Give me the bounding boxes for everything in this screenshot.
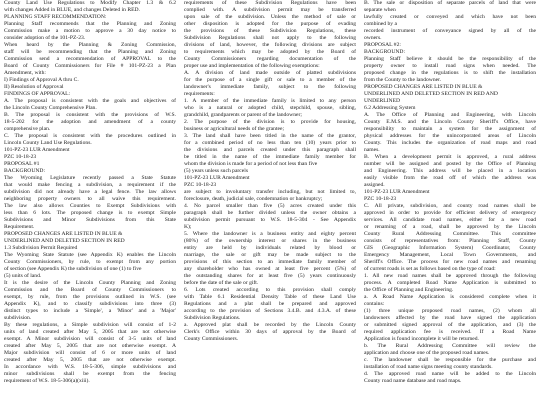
text-line: 101-PZ-23 LUR Amendment xyxy=(184,175,250,181)
text-line: GIS (Geographic Information System) Coordinator, County xyxy=(364,245,536,251)
text-line: subdivision permit pursuant to W.S. 18-5-304 - See Appendix xyxy=(184,217,356,223)
text-line: landowner's immediate family, subject to the following xyxy=(184,84,356,90)
text-line: Requirement. xyxy=(4,224,35,230)
text-line: Commission and the Board of County Commissioners to xyxy=(4,287,176,293)
text-line: owners. xyxy=(364,35,382,41)
text-line: 2. The purpose of the division is to provide for housing, xyxy=(184,119,356,125)
text-line: County Commissioners. xyxy=(184,336,239,342)
text-line: the outstanding shares for at least five (5) years continuously xyxy=(184,273,356,279)
text-line: PZC 10-18-23 xyxy=(364,196,397,202)
text-line: Planning Staff recommends that the Planning and Zoning xyxy=(4,21,176,27)
text-line: less than 6 lots. The proposed change is to exempt Simple xyxy=(4,210,176,216)
text-line: upon sale of the subdivision. Unless the method of sale or xyxy=(184,14,356,20)
text-line: exempt, by rule, from the provisions outlined in W.S. (see xyxy=(4,294,176,300)
text-line: Subdivision Regulations shall not apply to the following xyxy=(184,35,356,41)
text-line: entity are held by individuals related by blood or xyxy=(184,245,356,251)
text-line: Commission send a recommendation of APPROVAL to the xyxy=(4,56,176,62)
text-line: Clerk's Office within 30 days of approval by the Board of xyxy=(184,329,356,335)
text-line: proper use and implementation of the following exemptions: xyxy=(184,63,320,69)
text-line: County. This includes the organization of road maps and road xyxy=(364,140,536,146)
text-line: property owner to install road signs when needed. The xyxy=(364,63,536,69)
text-line: PZC 10-18-23 xyxy=(184,182,217,188)
text-line: grandchild, grandparents or parent of the landowner; xyxy=(184,112,302,118)
text-line: Subdivision Regulations. xyxy=(184,315,241,321)
text-line: installation of road name signs meeting county standards. xyxy=(364,364,493,370)
text-line: process. A completed Road Name Application is submitted to xyxy=(364,280,536,286)
text-line: provisions of this section to an immediate family member of xyxy=(184,259,356,265)
text-line: contains: xyxy=(364,301,385,307)
text-line: PLANNING STAFF RECOMMENDATION: xyxy=(4,14,107,20)
text-line: When heard by the Planning & Zoning Commission, xyxy=(4,42,176,48)
text-line: with Table 6.1 Residential Density Table of these Land Use xyxy=(184,294,356,300)
text-line: d. The approved road name will be added to the Lincoln xyxy=(364,371,536,377)
text-line: the Lincoln County Comprehensive Plan. xyxy=(4,105,97,111)
text-line: PZC 10-18-23 xyxy=(4,154,37,160)
text-line: comprehensive plan. xyxy=(4,126,51,132)
text-line: physical addresses for the unincorporated areas of Lincoln xyxy=(364,133,536,139)
text-line: and Engineering. This address will be placed in a location xyxy=(364,168,536,174)
text-line: approved in order to provide for efficient delivery of emergency xyxy=(364,210,536,216)
text-line: PROPOSED CHANGES ARE LISTED IN BLUE & xyxy=(364,84,483,90)
text-line: the provisions of these Subdivision Regulations, these xyxy=(184,28,356,34)
text-line: that would make fencing a subdivision, a requirement if the xyxy=(4,182,176,188)
text-line: required application fee is received. If a Road Name xyxy=(364,329,536,335)
text-line: A. A division of land made outside of platted subdivisions xyxy=(184,70,356,76)
text-line: be titled in the name of the immediate family member for xyxy=(184,154,356,160)
text-line: 6.2 Addressing System xyxy=(364,105,416,111)
text-line: Sheriff's Office. The process for new road names and renaming xyxy=(364,259,536,265)
text-column-3 xyxy=(364,0,536,400)
text-line: (1) three unique proposed road names, (2) whom all xyxy=(364,308,536,314)
text-line: or submitted signed approval of the application, and (3) the xyxy=(364,322,536,328)
text-line: to requirements which may be adopted by the Board of xyxy=(184,49,356,55)
text-line: names. xyxy=(364,147,380,153)
text-line: UNDERLINED AND DELETED SECTION IN RED xyxy=(4,238,125,244)
text-line: who is a natural or adopted child, stepchild, spouse, sibling, xyxy=(184,105,356,111)
text-line: UNDERLINED AND DELETED SECTION IN RED AND xyxy=(364,91,498,97)
legal-notice-page xyxy=(4,0,536,400)
text-column-2 xyxy=(184,0,356,400)
text-line: 1.3 Subdivision Permit Required xyxy=(4,245,78,251)
text-line: consists of representatives from: Planning Staff, County xyxy=(364,238,536,244)
text-line: (80%) of the ownership interest or shares in the business xyxy=(184,238,356,244)
text-line: (5) years unless such parcels xyxy=(184,168,248,174)
text-line: Application is found incomplete it will be returned. xyxy=(364,336,479,342)
text-line: subdivision did not already have a legal fence. The law allows xyxy=(4,189,176,195)
text-line: created after May 5, 2005 that are not otherwise exempt. A xyxy=(4,343,176,349)
text-line: marriage, the sale or gift may be made subject to the xyxy=(184,252,356,258)
text-line: the divisions and parcels created under this paragraph shall xyxy=(184,147,356,153)
text-line: the Office of Planning and Engineering. xyxy=(364,287,454,293)
text-line: business or agricultural needs of the grantee; xyxy=(184,126,285,132)
text-line: BACKGROUND: xyxy=(364,49,406,55)
text-line: a. Approved plat shall be recorded by the Lincoln County xyxy=(184,322,356,328)
text-line: landowners affected by the road have signed the application xyxy=(364,315,536,321)
text-line: divisions of land, however, the following divisions are subject xyxy=(184,42,356,48)
text-line: FINDINGS OF APPROVAL: xyxy=(4,91,71,97)
text-line: 1. A member of the immediate family is limited to any person xyxy=(184,98,356,104)
text-line: for the purpose of a single gift or sale to a member of the xyxy=(184,77,356,83)
text-line: Regulations and a plat shall be prepared and approved xyxy=(184,301,356,307)
text-line: Emergency Management, Local Town Governments, and xyxy=(364,252,536,258)
text-line: consider adoption of the 101-PZ-23. xyxy=(4,35,86,41)
text-line: requirements of these Subdivision Regulations have been xyxy=(184,0,356,6)
text-line: Commission make a motion to approve a 30 day notice to xyxy=(4,28,176,34)
text-line: other disposition is adopted for the purpose of evading xyxy=(184,21,356,27)
text-line: The Wyoming State Statute (see Appendix K) enables the Lincoln xyxy=(4,252,176,258)
text-line: Board of County Commissioners for File # 101-PZ-23 a Plan xyxy=(4,63,176,69)
text-line: minor subdivisions shall be exempt from the fencing xyxy=(4,371,176,377)
text-line: K); xyxy=(184,224,192,230)
text-line: foreclosure, death, judicial sale, condemnation or bankruptcy; xyxy=(184,196,323,202)
text-line: County Commissioners regarding documentation of the xyxy=(184,56,356,62)
text-line: 18-5-202 for the adoption and amendment of a county xyxy=(4,119,176,125)
text-line: By these regulations, a Simple subdivision will consist of 1-2 xyxy=(4,322,176,328)
text-line: number will be assigned and posted by the Office of Planning xyxy=(364,161,536,167)
text-line: B. When a development permit is approved, a rural address xyxy=(364,154,536,160)
text-line: 6. Lots created according to this provision shall comply xyxy=(184,287,356,293)
text-line: Major subdivision will consist of 6 or more units of land xyxy=(4,350,176,356)
text-line: application and choose one of the proposed road names. xyxy=(364,350,490,356)
text-line: Lincoln County Land Use Regulations. xyxy=(4,140,92,146)
text-line: neighboring property owners to all waive this requirement. xyxy=(4,196,176,202)
text-line: requirement of W.S. 18-5-306(a)(xiii). xyxy=(4,378,90,384)
text-line: The Wyoming Legislature recently passed a State Statute xyxy=(4,175,176,181)
text-line: recorded instrument of conveyance signed by all of the xyxy=(364,28,536,34)
text-line: whom the division is made for a period of not less than five xyxy=(184,161,318,167)
text-line: BACKGROUND: xyxy=(4,168,46,174)
text-line: Amendment, with: xyxy=(4,70,46,76)
text-line: 1. All new road names shall be approved through the following xyxy=(364,273,536,279)
text-line: I) Findings of Approval A thru C. xyxy=(4,77,79,83)
text-line: 101-PZ-23 LUR Amendment xyxy=(364,189,430,195)
text-line: before the date of the sale or gift. xyxy=(184,280,259,286)
text-line: proposed change in the regulations is to shift the installation xyxy=(364,70,536,76)
text-line: In accordance with W.S. 18-5-306, simple subdivisions and xyxy=(4,364,176,370)
text-line: PROPOSED CHANGES ARE LISTED IN BLUE & xyxy=(4,231,123,237)
text-line: paragraph shall be further divided unless the owner obtains a xyxy=(184,210,356,216)
text-line: any shareholder who has owned at least five percent (5%) of xyxy=(184,266,356,272)
text-line: 101-PZ-23 LUR Amendment xyxy=(4,147,70,153)
text-line: It is the desire of the Lincoln County Planning and Zoning xyxy=(4,280,176,286)
text-line: combined by a xyxy=(364,21,397,27)
text-line: 4. No parcel smaller than five (5) acres created under this xyxy=(184,203,356,209)
text-line: PROPOSAL #2: xyxy=(364,42,401,48)
text-line: Appendix K), and to classify subdivisions into three (3) xyxy=(4,301,176,307)
text-line: easily visible from the road off of which the address was xyxy=(364,175,536,181)
text-line: County road name database and road maps. xyxy=(364,378,462,384)
text-line: assigned. xyxy=(364,182,385,188)
text-line: complied with. A subdivision permit may be transferred xyxy=(184,7,356,13)
text-line: created after May 5, 2005 that are not otherwise exempt. xyxy=(4,357,176,363)
text-line: for a combined period of no less than ten (10) years prior to xyxy=(184,140,356,146)
text-line: County Land Use Regulations to Modify Chapter 1.3 & 6.2 xyxy=(4,0,176,6)
text-line: A. The proposal is consistent with the goals and objectives of xyxy=(4,98,176,104)
text-line: The law also allows Counties to Exempt Subdivisions with xyxy=(4,203,176,209)
text-line: County E.M.S. and the Lincoln County Sheriff's Office, have xyxy=(364,119,536,125)
text-line: distinct types to include a 'Simple', a 'Minor' and a 'Major' xyxy=(4,308,176,314)
text-line: B. The sale or disposition of separate parcels of land that were xyxy=(364,0,536,6)
text-column-1 xyxy=(4,0,176,400)
text-line: B. The proposal is consistent with the provisions of W.S. xyxy=(4,112,176,118)
text-line: subdivision. xyxy=(4,315,32,321)
text-line: of section (see Appendix K) the subdivision of one (1) to five xyxy=(4,266,142,272)
text-line: units of land created after May 5, 2005 that are not otherwise xyxy=(4,329,176,335)
text-line: with changes Added in BLUE, and changes Deleted in RED. xyxy=(4,7,140,13)
text-line: County Commissioners, by rule, to exempt from any portion xyxy=(4,259,176,265)
text-line: A. The Office of Planning and Engineering, with Lincoln xyxy=(364,112,536,118)
text-line: II) Resolution of Approval xyxy=(4,84,64,90)
text-line: staff will be recommending that the Planning and Zoning xyxy=(4,49,176,55)
text-line: C. All private, subdivision, and county road names shall be xyxy=(364,203,536,209)
text-line: responsibility to maintain a system for the assignment of xyxy=(364,126,536,132)
text-line: are subject to involuntary transfer including, but not limited to, xyxy=(184,189,356,195)
text-line: Planning Staff believe it should be the responsibility of the xyxy=(364,56,536,62)
text-line: Subdivisions and Minor Subdivisions from this State xyxy=(4,217,176,223)
text-line: or renaming of a road, shall be approved by the Lincoln xyxy=(364,224,536,230)
text-line: lawfully created or conveyed and which have not been xyxy=(364,14,536,20)
text-line: c. The landowner shall be responsible for the purchase and xyxy=(364,357,536,363)
text-line: UNDERLINED xyxy=(364,98,401,104)
text-line: from the County to the landowner. xyxy=(364,77,442,83)
text-line: (5) units of land. xyxy=(4,273,42,279)
text-line: a. A Road Name Application is considered complete when it xyxy=(364,294,536,300)
text-line: of current roads is set as follows based on the type of road: xyxy=(364,266,496,272)
text-line: County Rural Addressing Committee. This committee xyxy=(364,231,536,237)
text-line: separate when xyxy=(364,7,396,13)
text-line: PROPOSAL #1 xyxy=(4,161,40,167)
text-line: C. The proposal is consistent with the procedures outlined in xyxy=(4,133,176,139)
text-line: 5. Where the landowner is a business entity and eighty percent xyxy=(184,231,356,237)
text-line: b. The Rural Addressing Committee will review the xyxy=(364,343,536,349)
text-line: exempt. A Minor subdivision will consist of 3-5 units of land xyxy=(4,336,176,342)
text-line: according to the provision of Sections 3.4.B. and 4.3.A. of these xyxy=(184,308,356,314)
text-line: services. All candidate road names, either for a new road xyxy=(364,217,536,223)
text-line: 3. The land shall have been titled in the name of the grantor, xyxy=(184,133,356,139)
text-line: requirements: xyxy=(184,91,215,97)
